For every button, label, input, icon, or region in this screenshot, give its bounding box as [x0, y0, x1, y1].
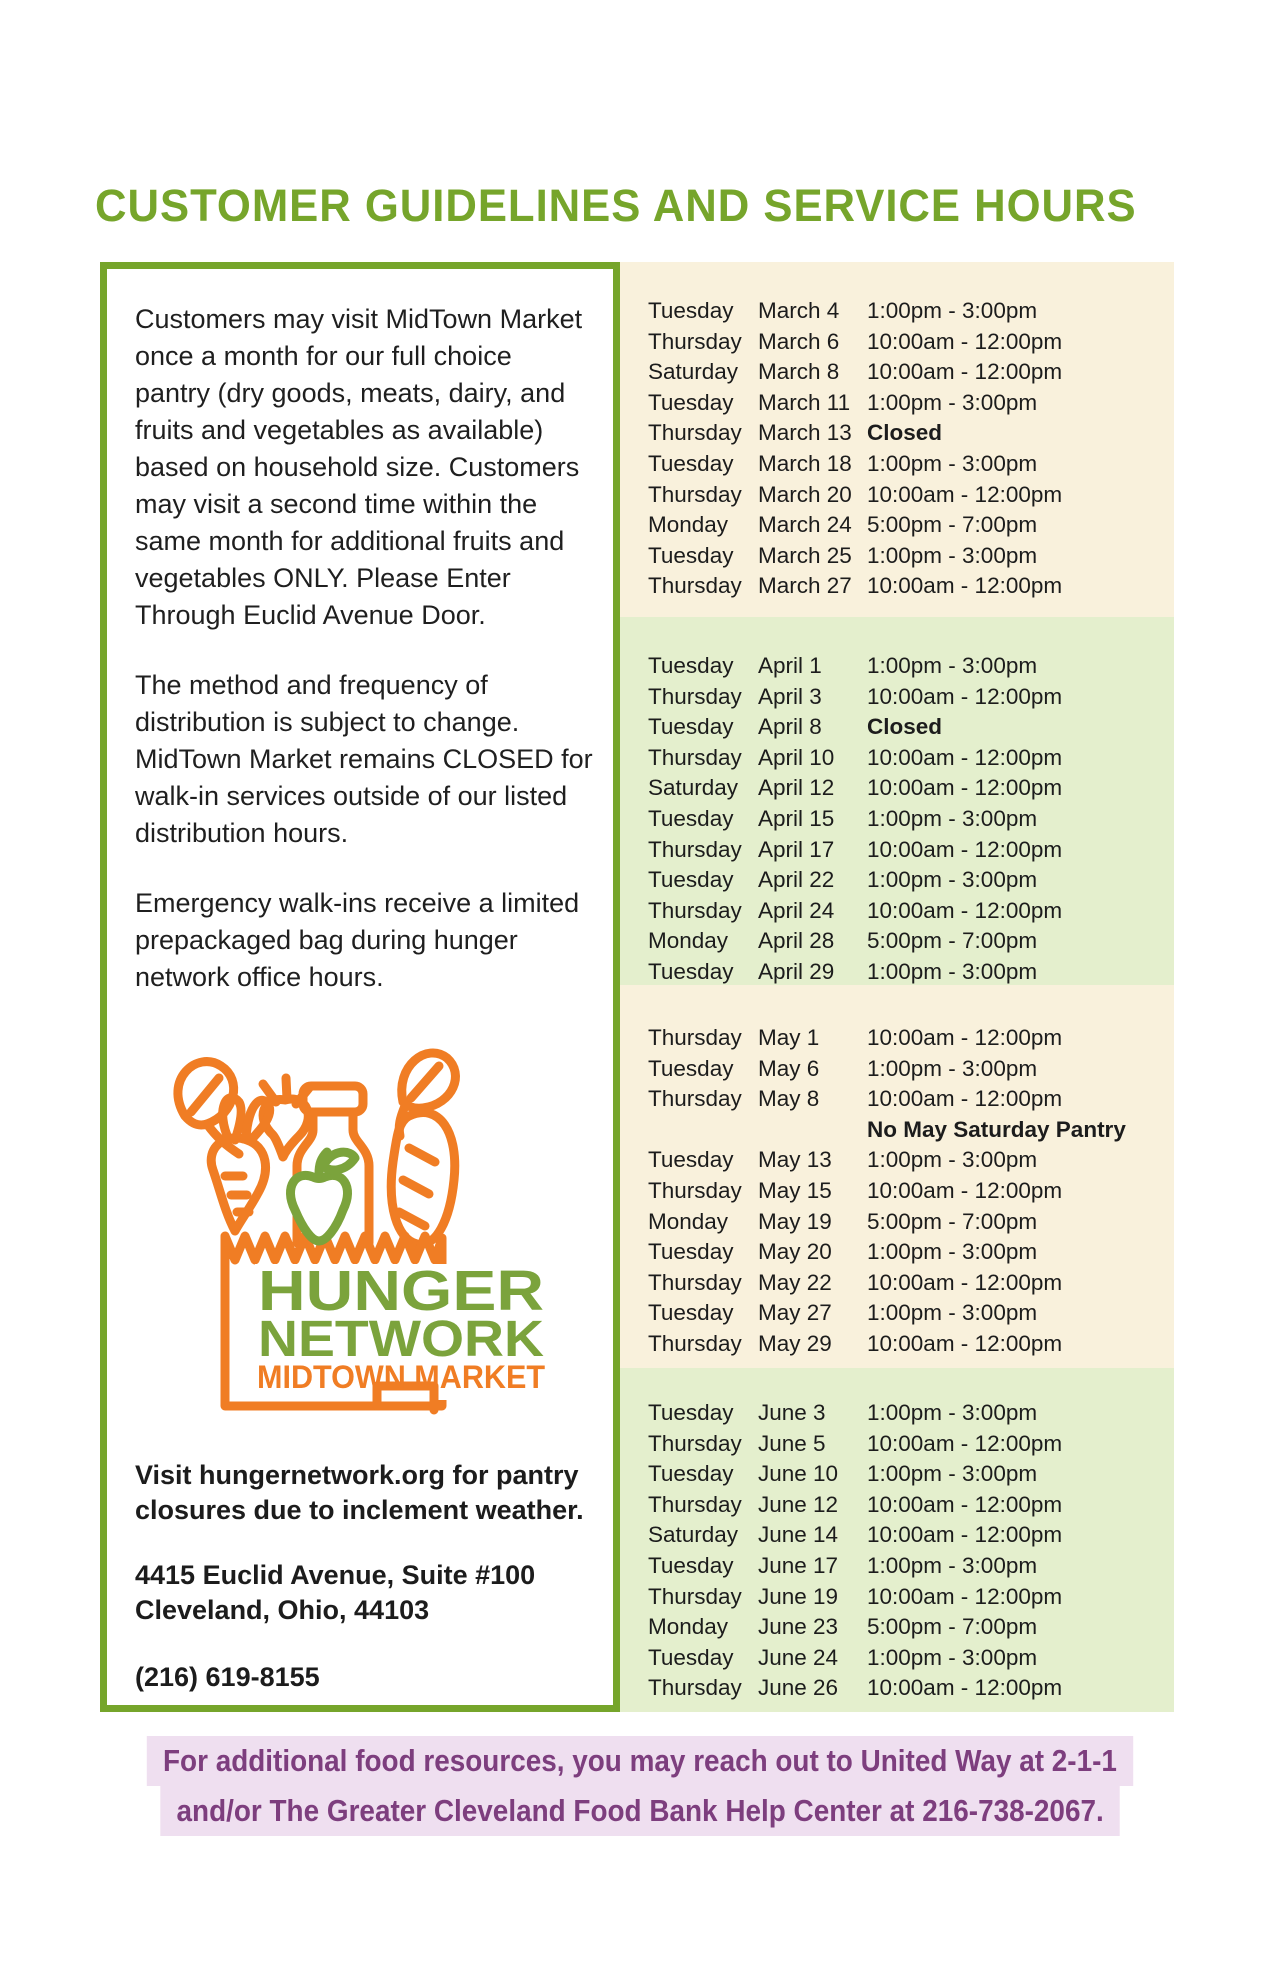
- schedule-cell-date: April 8: [758, 714, 822, 740]
- schedule-cell-time: 1:00pm - 3:00pm: [867, 1400, 1038, 1425]
- schedule-cell-day: Thursday: [648, 573, 742, 599]
- schedule-cell-day: Tuesday: [648, 1461, 734, 1487]
- schedule-cell-day: Tuesday: [648, 805, 734, 831]
- schedule-cell-time: 10:00am - 12:00pm: [867, 744, 1063, 770]
- schedule-row: [648, 541, 1174, 572]
- schedule-row: [648, 926, 1174, 957]
- schedule-cell-time: 1:00pm - 3:00pm: [867, 389, 1038, 415]
- schedule-row: [648, 1176, 1174, 1207]
- schedule-cell-day: Saturday: [648, 775, 739, 801]
- schedule-cell-date: May 15: [758, 1177, 832, 1203]
- schedule-cell-time: 10:00am - 12:00pm: [867, 1491, 1063, 1517]
- schedule-cell-day: Thursday: [648, 420, 742, 446]
- schedule-row: [648, 1207, 1174, 1238]
- schedule-cell-date: May 13: [758, 1147, 832, 1173]
- schedule-cell-date: April 24: [758, 897, 835, 923]
- content-row: [100, 262, 1174, 1712]
- schedule-cell-time: Closed: [867, 420, 943, 446]
- schedule-row: [648, 1054, 1174, 1085]
- guidelines-paragraph-2: The method and frequency of distribution is subject to change. MidTown Market remains CLOSED for walk-in services outside of our listed distribution hours.: [135, 670, 593, 848]
- schedule-cell-date: June 10: [758, 1461, 839, 1487]
- schedule-cell-date: May 20: [758, 1239, 832, 1265]
- page-title: CUSTOMER GUIDELINES AND SERVICE HOURS: [95, 180, 1137, 231]
- schedule-cell-day: Thursday: [648, 1675, 742, 1701]
- schedule-cell-time: 1:00pm - 3:00pm: [867, 1644, 1038, 1670]
- schedule-cell-time: 1:00pm - 3:00pm: [867, 542, 1038, 568]
- schedule-cell-day: Tuesday: [648, 450, 734, 476]
- schedule-cell-day: Monday: [648, 512, 729, 538]
- schedule-cell-time: 10:00am - 12:00pm: [867, 1086, 1063, 1112]
- schedule-cell-day: Thursday: [648, 328, 742, 354]
- schedule-cell-day: Saturday: [648, 1522, 739, 1548]
- schedule-cell-time: 1:00pm - 3:00pm: [867, 298, 1038, 323]
- schedule-cell-time: 10:00am - 12:00pm: [867, 1522, 1063, 1548]
- schedule-row: [648, 1612, 1174, 1643]
- schedule-cell-time: 10:00am - 12:00pm: [867, 1025, 1063, 1050]
- schedule-row: [648, 1398, 1174, 1429]
- schedule-cell-date: May 1: [758, 1025, 820, 1050]
- schedule-cell-date: March 27: [758, 573, 852, 599]
- schedule-cell-day: Thursday: [648, 897, 742, 923]
- schedule-row: [648, 1084, 1174, 1115]
- schedule-cell-time: 10:00am - 12:00pm: [867, 683, 1063, 709]
- schedule-row: [648, 449, 1174, 480]
- schedule-cell-time: 10:00am - 12:00pm: [867, 328, 1063, 354]
- schedule-cell-date: March 24: [758, 512, 852, 538]
- schedule-row: [648, 651, 1174, 682]
- schedule-cell-time: 10:00am - 12:00pm: [867, 1583, 1063, 1609]
- schedule-cell-date: March 6: [758, 328, 840, 354]
- schedule-cell-date: [758, 1115, 867, 1146]
- schedule-cell-time: 10:00am - 12:00pm: [867, 1675, 1063, 1701]
- schedule-row: [648, 510, 1174, 541]
- phone-number: (216) 619-8155: [135, 1662, 320, 1692]
- schedule-cell-time: 1:00pm - 3:00pm: [867, 1147, 1038, 1173]
- schedule-row: [648, 480, 1174, 511]
- schedule-row: [648, 1429, 1174, 1460]
- schedule-row: [648, 743, 1174, 774]
- schedule-cell-time: 1:00pm - 3:00pm: [867, 805, 1038, 831]
- schedule-cell-day: Tuesday: [648, 1300, 734, 1326]
- schedule-cell-date: May 29: [758, 1330, 832, 1356]
- month-section-june: [620, 1368, 1174, 1712]
- schedule-cell-time: 1:00pm - 3:00pm: [867, 653, 1038, 678]
- schedule-cell-date: May 6: [758, 1055, 820, 1081]
- guidelines-box: [100, 262, 620, 1712]
- schedule-cell-date: April 28: [758, 928, 835, 954]
- schedule-cell-day: Tuesday: [648, 714, 734, 740]
- service-hours-panel: [620, 262, 1174, 1712]
- schedule-cell-date: April 1: [758, 653, 822, 678]
- schedule-cell-day: Tuesday: [648, 542, 734, 568]
- schedule-cell-time: 10:00am - 12:00pm: [867, 1330, 1063, 1356]
- address-line-2: Cleveland, Ohio, 44103: [135, 1595, 430, 1625]
- schedule-cell-time: 10:00am - 12:00pm: [867, 359, 1063, 385]
- schedule-cell-day: Tuesday: [648, 389, 734, 415]
- schedule-cell-time: 1:00pm - 3:00pm: [867, 1055, 1038, 1081]
- schedule-cell-day: Tuesday: [648, 1239, 734, 1265]
- guidelines-paragraph-3: Emergency walk-ins receive a limited prepackaged bag during hunger network office hours.: [135, 888, 580, 992]
- schedule-row: [648, 296, 1174, 327]
- schedule-cell-time: 10:00am - 12:00pm: [867, 897, 1063, 923]
- schedule-cell-time: 5:00pm - 7:00pm: [867, 1614, 1038, 1640]
- guidelines-paragraph-1: Customers may visit MidTown Market once a month for our full choice pantry (dry goods, meats, dairy, and fruits and vegetables as available) based on household size. Customers may visit a second time within the same month for additional fruits and vegetables ONLY. Please Enter Through Euclid Avenue Door.: [135, 304, 583, 630]
- schedule-cell-time: 5:00pm - 7:00pm: [867, 1208, 1038, 1234]
- schedule-row: [648, 1490, 1174, 1521]
- schedule-cell-day: Thursday: [648, 1491, 742, 1517]
- schedule-cell-date: June 26: [758, 1675, 839, 1701]
- schedule-cell-day: Monday: [648, 1614, 729, 1640]
- address-line-1: 4415 Euclid Avenue, Suite #100: [135, 1560, 536, 1590]
- schedule-cell-day: Thursday: [648, 683, 742, 709]
- schedule-cell-day: Thursday: [648, 744, 742, 770]
- schedule-cell-date: April 22: [758, 867, 835, 893]
- schedule-cell-day: Saturday: [648, 359, 739, 385]
- schedule-cell-day: Tuesday: [648, 958, 734, 984]
- schedule-cell-date: June 14: [758, 1522, 839, 1548]
- schedule-cell-day: Tuesday: [648, 1400, 734, 1425]
- grocery-bag-logo-art: [143, 1038, 567, 1418]
- schedule-cell-date: March 4: [758, 298, 840, 323]
- schedule-row: [648, 388, 1174, 419]
- resources-banner: [0, 1736, 1280, 1836]
- schedule-row: [648, 1115, 1174, 1146]
- schedule-cell-time: 1:00pm - 3:00pm: [867, 867, 1038, 893]
- schedule-cell-time: 10:00am - 12:00pm: [867, 775, 1063, 801]
- schedule-cell-date: June 19: [758, 1583, 839, 1609]
- schedule-cell-day: Tuesday: [648, 1552, 734, 1578]
- schedule-cell-date: May 8: [758, 1086, 820, 1112]
- schedule-row: [648, 712, 1174, 743]
- schedule-cell-day: Thursday: [648, 1583, 742, 1609]
- schedule-cell-date: March 11: [758, 389, 851, 415]
- schedule-cell-time: 5:00pm - 7:00pm: [867, 512, 1038, 538]
- schedule-cell-time: 10:00am - 12:00pm: [867, 1269, 1063, 1295]
- schedule-cell-day: Thursday: [648, 1269, 742, 1295]
- schedule-cell-time: 10:00am - 12:00pm: [867, 573, 1063, 599]
- schedule-row: [648, 1329, 1174, 1360]
- schedule-row: [648, 1643, 1174, 1674]
- schedule-cell-time: 1:00pm - 3:00pm: [867, 1300, 1038, 1326]
- schedule-cell-date: June 5: [758, 1430, 826, 1456]
- schedule-cell-day: Thursday: [648, 481, 742, 507]
- weather-note: Visit hungernetwork.org for pantry closures due to inclement weather.: [135, 1460, 584, 1525]
- schedule-cell-day: Tuesday: [648, 867, 734, 893]
- schedule-cell-date: June 23: [758, 1614, 839, 1640]
- schedule-row: [648, 1145, 1174, 1176]
- month-section-march: [620, 262, 1174, 617]
- schedule-row: [648, 1673, 1174, 1704]
- schedule-cell-time: 1:00pm - 3:00pm: [867, 1461, 1038, 1487]
- schedule-cell-date: March 18: [758, 450, 852, 476]
- schedule-row: [648, 1023, 1174, 1054]
- schedule-cell-date: April 10: [758, 744, 835, 770]
- schedule-cell-date: March 13: [758, 420, 852, 446]
- schedule-cell-day: Tuesday: [648, 298, 734, 323]
- schedule-cell-date: March 8: [758, 359, 840, 385]
- schedule-cell-day: Tuesday: [648, 1055, 734, 1081]
- schedule-cell-time: No May Saturday Pantry: [867, 1116, 1126, 1142]
- logo-text-network: NETWORK: [258, 1310, 545, 1367]
- schedule-row: [648, 1551, 1174, 1582]
- schedule-row: [648, 1520, 1174, 1551]
- schedule-cell-day: [648, 1115, 758, 1146]
- schedule-cell-date: June 3: [758, 1400, 826, 1425]
- schedule-row: [648, 1459, 1174, 1490]
- schedule-row: [648, 327, 1174, 358]
- month-section-april: [620, 617, 1174, 985]
- month-section-may: [620, 985, 1174, 1368]
- hunger-network-midtown-market-logo: [143, 1038, 573, 1418]
- schedule-row: [648, 773, 1174, 804]
- schedule-cell-time: 1:00pm - 3:00pm: [867, 1552, 1038, 1578]
- schedule-cell-date: April 12: [758, 775, 835, 801]
- schedule-row: [648, 418, 1174, 449]
- schedule-cell-day: Tuesday: [648, 653, 734, 678]
- schedule-cell-date: June 17: [758, 1552, 839, 1578]
- schedule-cell-day: Thursday: [648, 1086, 742, 1112]
- resources-banner-line-2: and/or The Greater Cleveland Food Bank Help Center at 216-738-2067.: [160, 1786, 1120, 1836]
- schedule-cell-date: April 29: [758, 958, 835, 984]
- schedule-row: [648, 865, 1174, 896]
- schedule-cell-time: 10:00am - 12:00pm: [867, 1430, 1063, 1456]
- schedule-cell-date: June 12: [758, 1491, 839, 1517]
- schedule-cell-day: Monday: [648, 928, 729, 954]
- schedule-row: [648, 357, 1174, 388]
- schedule-row: [648, 957, 1174, 988]
- schedule-cell-date: June 24: [758, 1644, 839, 1670]
- schedule-cell-time: 10:00am - 12:00pm: [867, 1177, 1063, 1203]
- schedule-cell-day: Thursday: [648, 1025, 742, 1050]
- logo-text-hunger: HUNGER: [258, 1259, 544, 1323]
- schedule-cell-date: April 3: [758, 683, 822, 709]
- schedule-cell-date: April 17: [758, 836, 835, 862]
- schedule-cell-date: March 20: [758, 481, 852, 507]
- schedule-row: [648, 835, 1174, 866]
- schedule-row: [648, 682, 1174, 713]
- schedule-cell-time: 5:00pm - 7:00pm: [867, 928, 1038, 954]
- schedule-cell-time: 10:00am - 12:00pm: [867, 836, 1063, 862]
- schedule-row: [648, 1298, 1174, 1329]
- schedule-cell-date: March 25: [758, 542, 852, 568]
- schedule-row: [648, 804, 1174, 835]
- schedule-cell-time: 1:00pm - 3:00pm: [867, 958, 1038, 984]
- schedule-row: [648, 896, 1174, 927]
- bread-icon: [391, 1113, 454, 1245]
- resources-banner-line-1: For additional food resources, you may reach out to United Way at 2-1-1: [147, 1736, 1133, 1786]
- schedule-cell-time: 10:00am - 12:00pm: [867, 481, 1063, 507]
- schedule-cell-day: Tuesday: [648, 1147, 734, 1173]
- schedule-cell-day: Tuesday: [648, 1644, 734, 1670]
- schedule-cell-time: Closed: [867, 714, 943, 740]
- schedule-cell-day: Thursday: [648, 1330, 742, 1356]
- schedule-cell-date: May 22: [758, 1269, 832, 1295]
- schedule-row: [648, 1268, 1174, 1299]
- schedule-cell-day: Thursday: [648, 1177, 742, 1203]
- schedule-cell-date: May 19: [758, 1208, 832, 1234]
- schedule-cell-day: Monday: [648, 1208, 729, 1234]
- schedule-row: [648, 1582, 1174, 1613]
- logo-text-midtown-market: MIDTOWN MARKET: [257, 1359, 546, 1395]
- schedule-cell-day: Thursday: [648, 1430, 742, 1456]
- schedule-cell-day: Thursday: [648, 836, 742, 862]
- schedule-row: [648, 571, 1174, 602]
- address: [135, 1558, 593, 1628]
- schedule-cell-date: April 15: [758, 805, 835, 831]
- schedule-cell-time: 1:00pm - 3:00pm: [867, 1239, 1038, 1265]
- schedule-cell-time: 1:00pm - 3:00pm: [867, 450, 1038, 476]
- schedule-cell-date: May 27: [758, 1300, 832, 1326]
- schedule-row: [648, 1237, 1174, 1268]
